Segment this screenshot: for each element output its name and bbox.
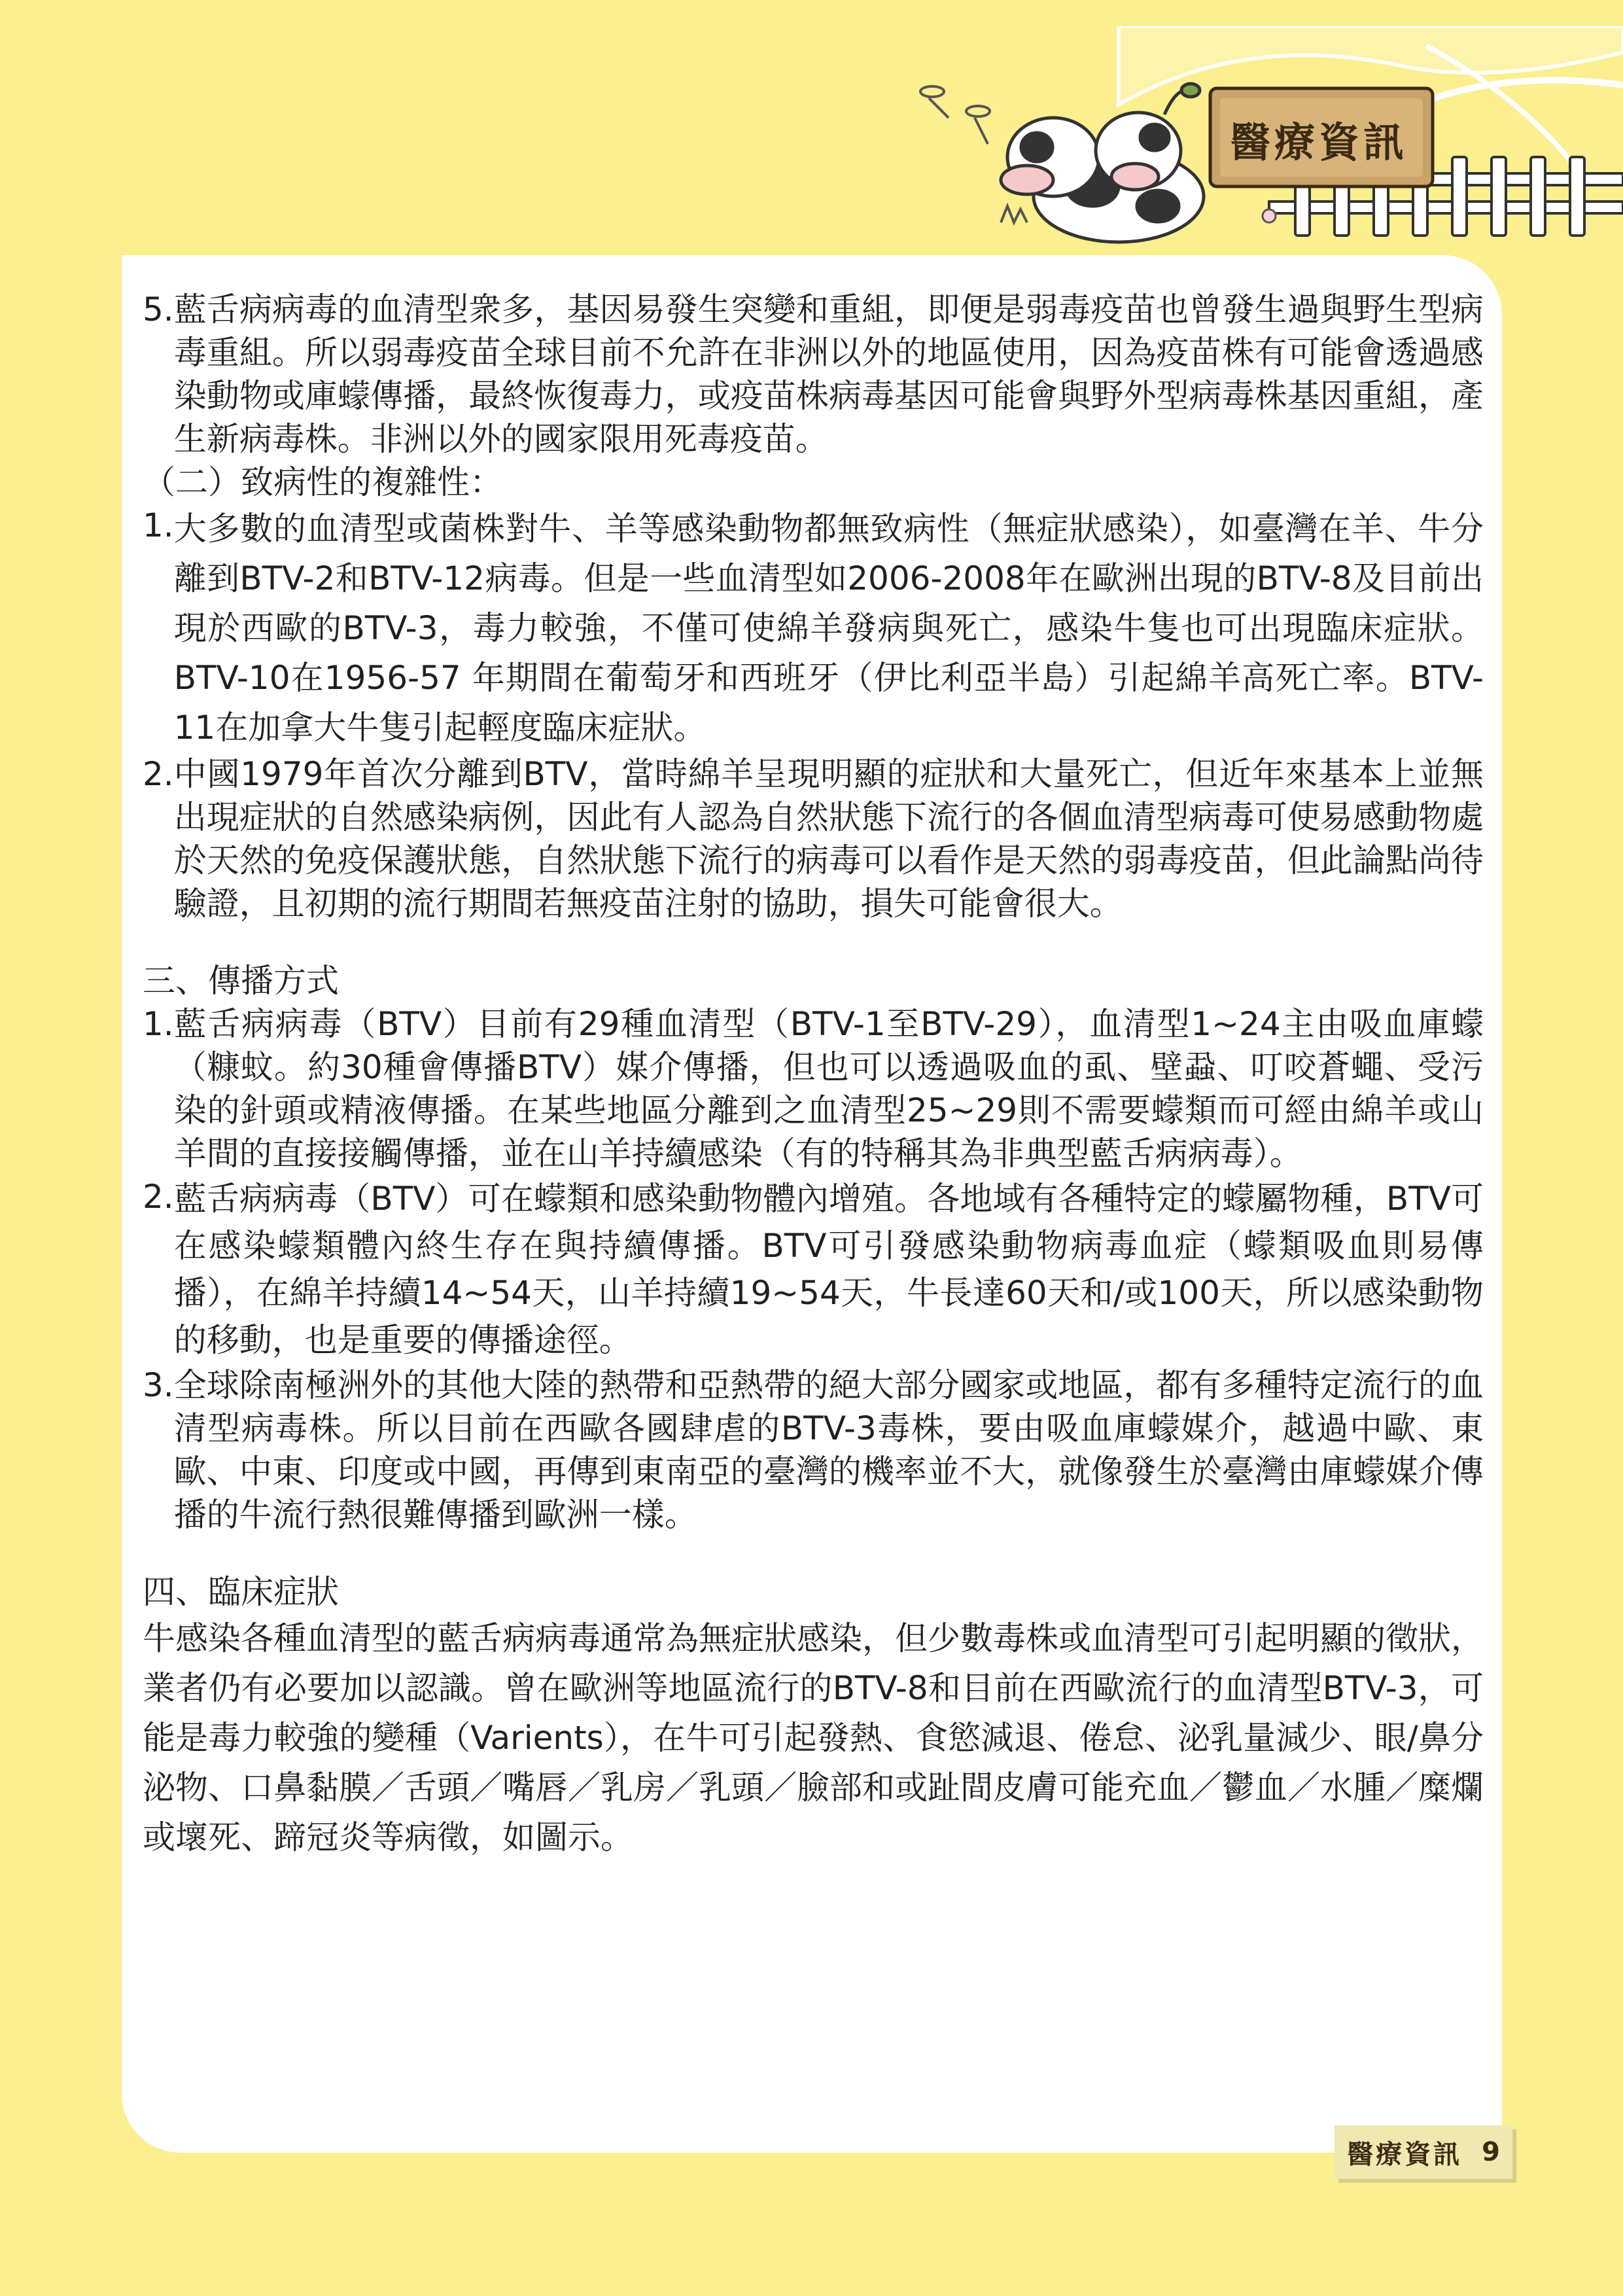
subsection2-item-1 [143, 504, 1484, 752]
section-heading: 三、傳播方式 [143, 962, 339, 1000]
page-header-title: 醫療資訊 [1230, 118, 1408, 166]
item-number: 2. [143, 1178, 174, 1216]
subsection-heading: （二）致病性的複雜性： [143, 463, 502, 501]
subsection2-item-2 [143, 752, 1484, 925]
item-number: 5. [143, 291, 174, 328]
section3-item-3 [143, 1364, 1484, 1536]
section4-paragraph: 牛感染各種血清型的藍舌病病毒通常為無症狀感染，但少數毒株或血清型可引起明顯的徵狀，業者仍有必要加以認識。曾在歐洲等地區流行的BTV-8和目前在西歐流行的血清型BTV-3，可能是毒力較強的變種（Varients），在牛可引起發熱、食慾減退、倦怠、泌乳量減少、眼/鼻分泌物、口鼻黏膜／舌頭／嘴唇／乳房／乳頭／臉部和或趾間皮膚可能充血／鬱血／水腫／糜爛或壞死、蹄冠炎等病徵，如圖示。 [143, 1619, 1484, 1856]
item-number: 1. [143, 506, 174, 544]
page-footer [1335, 2125, 1512, 2179]
item-text: 大多數的血清型或菌株對牛、羊等感染動物都無致病性（無症狀感染），如臺灣在羊、牛分離到BTV-2和BTV-12病毒。但是一些血清型如2006-2008年在歐洲出現的BTV-8及目前出現於西歐的BTV-3，毒力較強，不僅可使綿羊發病與死亡，感染牛隻也可出現臨床症狀。BTV-10在1956-57 年期間在葡萄牙和西班牙（伊比利亞半島）引起綿羊高死亡率。BTV-11在加拿大牛隻引起輕度臨床症狀。 [173, 510, 1484, 747]
page-number: 9 [1482, 2137, 1500, 2167]
item-text: 藍舌病病毒（BTV）目前有29種血清型（BTV-1至BTV-29），血清型1~24主由吸血庫蠓（糠蚊。約30種會傳播BTV）媒介傳播，但也可以透過吸血的虱、壁蝨、叮咬蒼蠅、受污染的針頭或精液傳播。在某些地區分離到之血清型25~29則不需要蠓類而可經由綿羊或山羊間的直接接觸傳播，並在山羊持續感染（有的特稱其為非典型藍舌病病毒）。 [173, 1005, 1484, 1173]
item-number: 2. [143, 755, 174, 793]
article-body [143, 288, 1484, 1862]
item-text: 藍舌病病毒（BTV）可在蠓類和感染動物體內增殖。各地域有各種特定的蠓屬物種，BTV可在感染蠓類體內終生存在與持續傳播。BTV可引發感染動物病毒血症（蠓類吸血則易傳播），在綿羊持續14~54天，山羊持續19~54天，牛長達60天和/或100天，所以感染動物的移動，也是重要的傳播途徑。 [173, 1180, 1484, 1359]
item-number: 3. [143, 1366, 174, 1404]
item-text: 全球除南極洲外的其他大陸的熱帶和亞熱帶的絕大部分國家或地區，都有多種特定流行的血清型病毒株。所以目前在西歐各國肆虐的BTV-3毒株，要由吸血庫蠓媒介，越過中歐、東歐、中東、印度或中國，再傳到東南亞的臺灣的機率並不大，就像發生於臺灣由庫蠓媒介傳播的牛流行熱很難傳播到歐洲一樣。 [173, 1366, 1484, 1534]
section3-item-2 [143, 1175, 1484, 1364]
section2-item-5 [143, 288, 1484, 461]
page-header [0, 0, 1623, 262]
item-text: 藍舌病病毒的血清型衆多，基因易發生突變和重組，即便是弱毒疫苗也曾發生過與野生型病毒重組。所以弱毒疫苗全球目前不允許在非洲以外的地區使用，因為疫苗株有可能會透過感染動物或庫蠓傳播，最終恢復毒力，或疫苗株病毒基因可能會與野外型病毒株基因重組，產生新病毒株。非洲以外的國家限用死毒疫苗。 [173, 291, 1484, 458]
footer-label: 醫療資訊 [1347, 2139, 1463, 2170]
item-text: 中國1979年首次分離到BTV，當時綿羊呈現明顯的症狀和大量死亡，但近年來基本上並無出現症狀的自然感染病例，因此有人認為自然狀態下流行的各個血清型病毒可使易感動物處於天然的免疫保護狀態，自然狀態下流行的病毒可以看作是天然的弱毒疫苗，但此論點尚待驗證，且初期的流行期間若無疫苗注射的協助，損失可能會很大。 [173, 755, 1484, 923]
section-heading: 四、臨床症狀 [143, 1573, 339, 1611]
section3-item-1 [143, 1002, 1484, 1175]
item-number: 1. [143, 1005, 174, 1043]
